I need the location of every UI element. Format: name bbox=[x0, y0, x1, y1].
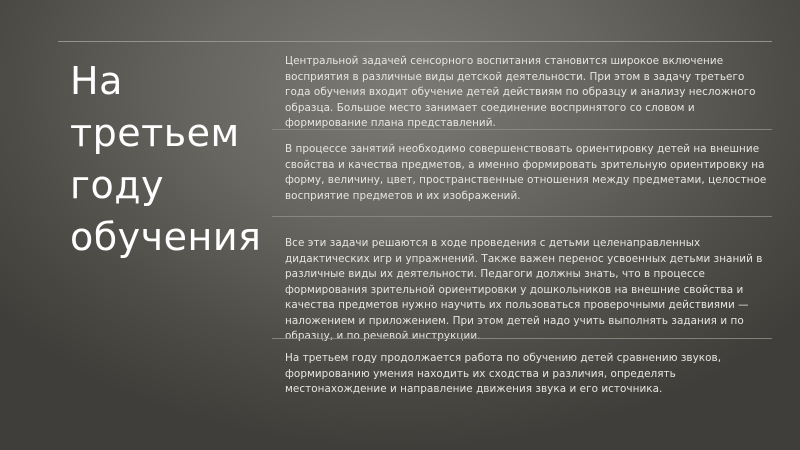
title-line: обучения bbox=[70, 215, 262, 259]
paragraph-divider bbox=[272, 216, 772, 217]
body-paragraph: Центральной задачей сенсорного воспитания становится широкое включение восприятия в различные виды детской деятельности. При этом в задачу третьего года обучения входит обучение детей действиям по образцу и анализу несложного образца. Большое место занимает соединение воспринятого со словом и формирование плана представлений. bbox=[285, 55, 756, 129]
slide-title bbox=[70, 55, 270, 263]
paragraph-divider bbox=[272, 338, 772, 339]
body-paragraph: На третьем году продолжается работа по обучению детей сравнению звуков, формированию умения находить их сходства и различия, определять местонахождение и направление движения звука и его источника. bbox=[285, 352, 722, 395]
paragraph-divider bbox=[272, 129, 772, 130]
body-paragraph: В процессе занятий необходимо совершенствовать ориентировку детей на внешние свойства и качества предметов, а именно формировать зрительную ориентировку на форму, величину, цвет, пространственные отношения между предметами, целостное восприятие предметов и их изображений. bbox=[285, 143, 767, 202]
top-rule bbox=[58, 41, 772, 42]
title-line: На bbox=[70, 59, 123, 103]
title-line: году bbox=[70, 163, 164, 207]
title-line: третьем bbox=[70, 111, 240, 155]
body-paragraph: Все эти задачи решаются в ходе проведения с детьми целенаправленных дидактических игр и упражнений. Также важен перенос усвоенных детьми знаний в различные виды их деятельности. Педагоги должны знать, что в процессе формирования зрительной ориентировки у дошкольников на внешние свойства и качества предметов нужно научить их пользоваться проверочными действиями — наложением и приложением. При этом детей надо учить выполнять задания и по образцу, и по речевой инструкции. bbox=[285, 237, 763, 342]
